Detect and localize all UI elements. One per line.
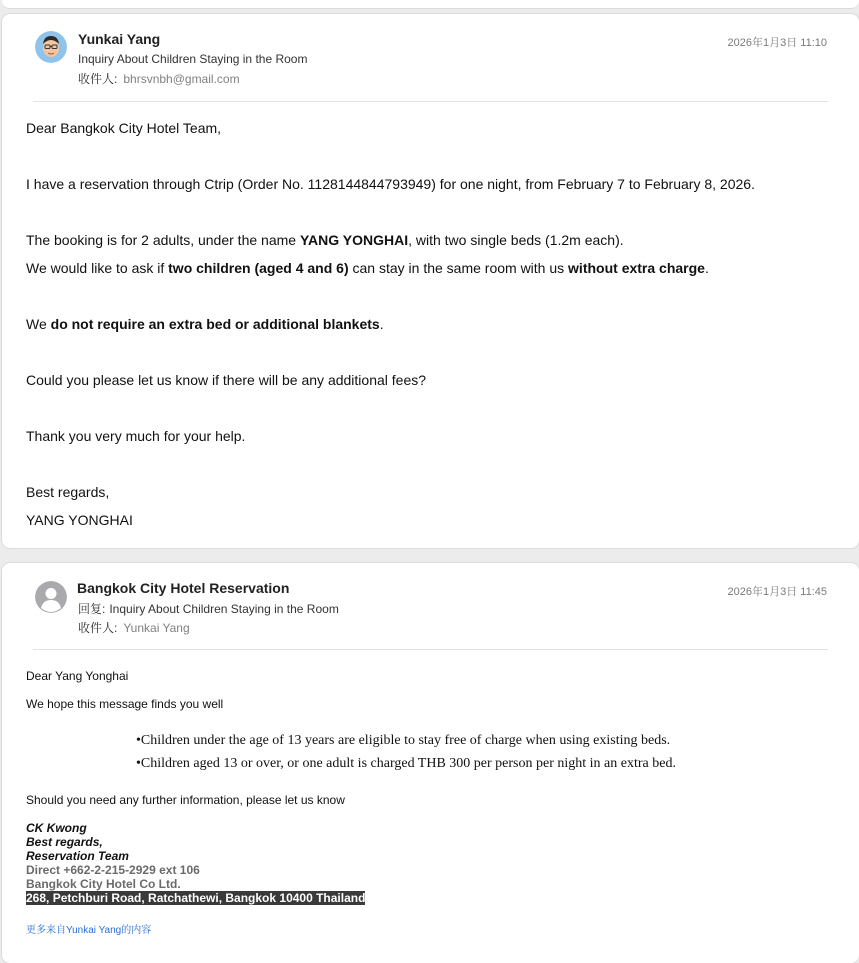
- body-closing: Best regards,: [26, 484, 110, 500]
- bullet-item-extra-charge: •Children aged 13 or over, or one adult is charged THB 300 per person per night in an extra bed.: [136, 756, 676, 771]
- recipient-address[interactable]: Yunkai Yang: [123, 621, 190, 635]
- email-message-1[interactable]: [2, 14, 859, 548]
- body-paragraph-extra-bed: We do not require an extra bed or additional blankets.: [26, 316, 384, 332]
- timestamp: 2026年1月3日 11:10: [727, 37, 827, 49]
- email-subject: 回复: Inquiry About Children Staying in the Room: [78, 602, 339, 616]
- body-line-further-info: Should you need any further information, please let us know: [26, 793, 345, 807]
- body-paragraph-reservation: I have a reservation through Ctrip (Order No. 1128144844793949) for one night, from February 7 to February 8, 2026.: [26, 176, 755, 192]
- recipient-address[interactable]: bhrsvnbh@gmail.com: [123, 72, 240, 86]
- recipient-label: 收件人:: [78, 621, 118, 635]
- signature-company: Bangkok City Hotel Co Ltd.: [26, 877, 181, 891]
- previous-message-edge: [2, 0, 859, 9]
- body-paragraph-children: We would like to ask if two children (aged 4 and 6) can stay in the same room with us without extra charge.: [26, 260, 709, 276]
- body-paragraph-fees: Could you please let us know if there will be any additional fees?: [26, 372, 427, 388]
- memoji-avatar-icon[interactable]: [35, 31, 67, 63]
- signature-address: 268, Petchburi Road, Ratchathewi, Bangkok 10400 Thailand: [26, 891, 366, 905]
- more-from-sender-link[interactable]: 更多来自Yunkai Yang的内容: [26, 925, 152, 936]
- recipient-row: [78, 70, 240, 87]
- signature-team: Reservation Team: [26, 849, 129, 863]
- timestamp: 2026年1月3日 11:45: [727, 586, 827, 598]
- signature-regards: Best regards,: [26, 835, 103, 849]
- body-line-hope: We hope this message finds you well: [26, 697, 224, 711]
- body-greeting: Dear Yang Yonghai: [26, 669, 129, 683]
- reply-label: 回复:: [78, 602, 106, 616]
- body-paragraph-booking: The booking is for 2 adults, under the name YANG YONGHAI, with two single beds (1.2m each).: [26, 232, 624, 248]
- sender-name[interactable]: Bangkok City Hotel Reservation: [77, 580, 290, 596]
- body-signature: YANG YONGHAI: [26, 512, 133, 528]
- sender-name[interactable]: Yunkai Yang: [78, 31, 161, 47]
- signature-direct-phone[interactable]: Direct +662-2-215-2929 ext 106: [26, 863, 200, 877]
- signature-name: CK Kwong: [26, 821, 87, 835]
- email-subject: Inquiry About Children Staying in the Room: [78, 52, 308, 66]
- body-greeting: Dear Bangkok City Hotel Team,: [26, 120, 222, 136]
- email-message-2[interactable]: [2, 563, 859, 963]
- person-placeholder-icon[interactable]: [35, 581, 67, 613]
- bullet-item-children-free: •Children under the age of 13 years are eligible to stay free of charge when using existing beds.: [136, 733, 671, 748]
- recipient-label: 收件人:: [78, 72, 118, 86]
- header-divider: [33, 649, 828, 650]
- body-paragraph-thanks: Thank you very much for your help.: [26, 428, 246, 444]
- recipient-row: [78, 619, 190, 636]
- header-divider: [33, 101, 828, 102]
